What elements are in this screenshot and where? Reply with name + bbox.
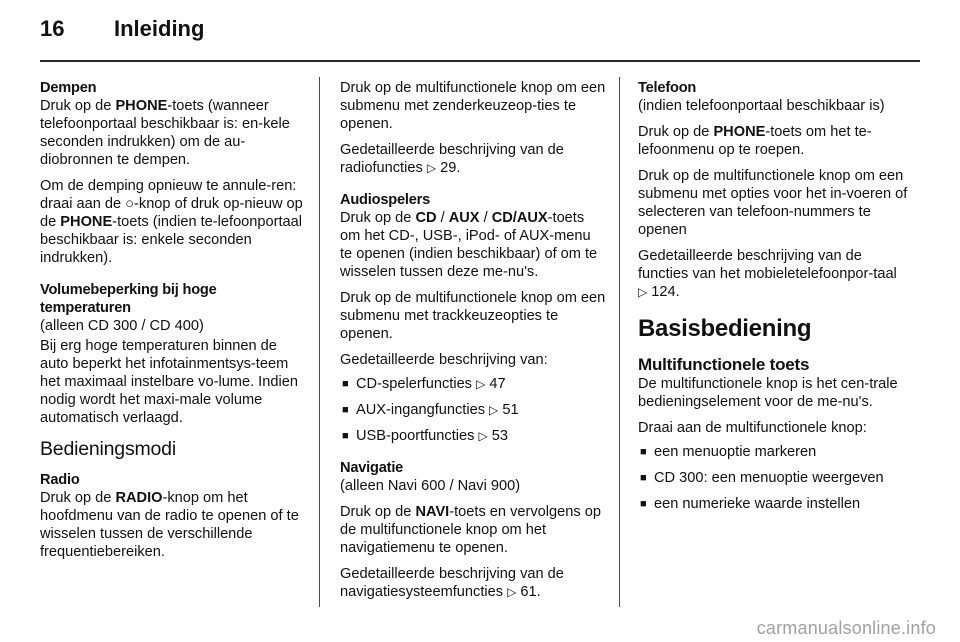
list-item: ■ CD-spelerfuncties ▷ 47 [340, 375, 606, 393]
paragraph: Gedetailleerde beschrijving van de navigatiesysteemfuncties ▷ 61. [340, 566, 564, 600]
page-header [40, 16, 204, 42]
paragraph: Draai aan de multifunctionele knop: [638, 420, 867, 436]
heading-basisbediening: Basisbediening [638, 315, 812, 342]
list-item: ■ USB-poortfuncties ▷ 53 [340, 427, 606, 445]
heading-radio: Radio [40, 472, 80, 488]
paragraph: Druk op de multifunctionele knop om een submenu met zenderkeuzeop-ties te openen. [340, 80, 606, 132]
list-item: ■ een numerieke waarde instellen [638, 495, 910, 513]
page-ref-icon: ▷ [507, 585, 517, 599]
paragraph: (alleen CD 300 / CD 400) [40, 318, 204, 334]
heading-audio: Audiospelers [340, 192, 431, 208]
page-ref-icon: ▷ [478, 429, 488, 443]
paragraph: (alleen Navi 600 / Navi 900) [340, 478, 521, 494]
list-item: ■ AUX-ingangfuncties ▷ 51 [340, 401, 606, 419]
heading-modes: Bedieningsmodi [40, 438, 176, 460]
paragraph: Druk op de CD / AUX / CD/AUX-toets om het CD-, USB-, iPod- of AUX-menu te openen (indien beschikbaar) of om te wisselen tussen deze me-nu's. [340, 210, 598, 280]
watermark: carmanualsonline.info [756, 618, 936, 638]
heading-navigatie: Navigatie [340, 460, 404, 476]
paragraph: Bij erg hoge temperaturen binnen de auto beperkt het infotainmentsys-teem het maximaal instelbare vo-lume. Indien nodig wordt het maxi-male volume automatisch verlaagd. [40, 338, 298, 426]
heading-volume: Volumebeperking bij hoge temperaturen [40, 282, 217, 316]
page-ref-icon: ▷ [638, 285, 648, 299]
page-ref-icon: ▷ [489, 403, 499, 417]
paragraph: Druk op de PHONE-toets om het te-lefoonmenu op te roepen. [638, 124, 872, 158]
heading-dempen: Dempen [40, 80, 97, 96]
knob-icon: ○ [125, 196, 135, 212]
list-item: ■ een menuoptie markeren [638, 443, 910, 461]
column-right [638, 79, 910, 521]
page-number: 16 [40, 16, 65, 41]
paragraph: Druk op de multifunctionele knop om een submenu met opties voor het in-voeren of selecteren van telefoon-nummers te openen [638, 168, 908, 238]
paragraph: Druk op de RADIO-knop om het hoofdmenu van de radio te openen of te wisselen tussen de verschillende frequentiebereiken. [40, 490, 299, 560]
heading-multifunctionele-toets: Multifunctionele toets [638, 355, 810, 374]
paragraph: Gedetailleerde beschrijving van: [340, 352, 548, 368]
paragraph: Om de demping opnieuw te annule-ren: draai aan de ○-knop of druk op-nieuw op de PHONE-toets (indien te-lefoonportaal beschikbaar is: enkele seconden indrukken). [40, 178, 303, 266]
paragraph: Druk op de PHONE-toets (wanneer telefoonportaal beschikbaar is: en-kele seconden indrukken) om de au-diobronnen te dempen. [40, 98, 290, 168]
page-ref-icon: ▷ [476, 377, 486, 391]
list-item: ■ CD 300: een menuoptie weergeven [638, 469, 910, 487]
audio-list [340, 375, 606, 445]
paragraph: Druk op de multifunctionele knop om een submenu met trackkeuzeopties te openen. [340, 290, 606, 342]
column-left [40, 79, 308, 569]
multi-list [638, 443, 910, 513]
header-rule [40, 60, 920, 62]
paragraph: (indien telefoonportaal beschikbaar is) [638, 98, 885, 114]
column-middle [340, 79, 606, 609]
paragraph: Druk op de NAVI-toets en vervolgens op de multifunctionele knop om het navigatiemenu te openen. [340, 504, 601, 556]
column-divider [619, 77, 620, 607]
paragraph: Gedetailleerde beschrijving van de functies van het mobieletelefoonpor-taal ▷ 124. [638, 248, 897, 300]
paragraph: De multifunctionele knop is het cen-trale bedieningselement voor de me-nu's. [638, 376, 898, 410]
heading-telefoon: Telefoon [638, 80, 697, 96]
section-title: Inleiding [114, 16, 205, 41]
paragraph: Gedetailleerde beschrijving van de radiofuncties ▷ 29. [340, 142, 564, 176]
column-divider [319, 77, 320, 607]
page-ref-icon: ▷ [426, 161, 437, 175]
